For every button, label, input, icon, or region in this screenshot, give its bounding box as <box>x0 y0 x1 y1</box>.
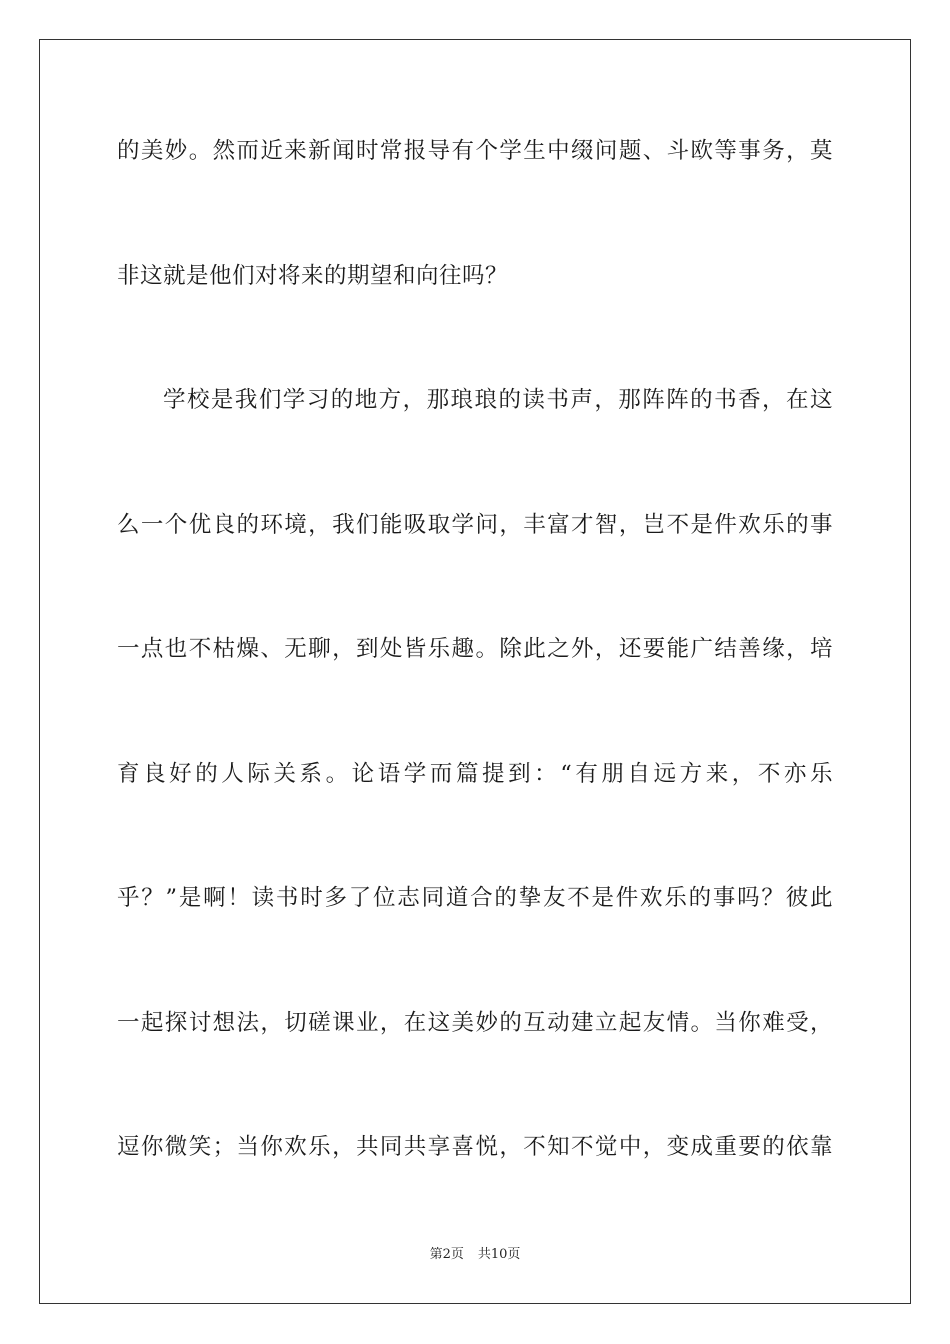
body-text-line: 的美妙。然而近来新闻时常报导有个学生中缀问题、斗欧等事务，莫 <box>117 138 833 164</box>
body-text-line: 一起探讨想法，切磋课业，在这美妙的互动建立起友情。当你难受， <box>117 1010 833 1036</box>
body-text-line: 逗你微笑；当你欢乐，共同共享喜悦，不知不觉中，变成重要的依靠 <box>117 1134 833 1160</box>
total-pages: 共10页 <box>477 1247 521 1262</box>
body-text-line: 一点也不枯燥、无聊，到处皆乐趣。除此之外，还要能广结善缘，培 <box>117 636 833 662</box>
paragraph-first-line: 学校是我们学习的地方，那琅琅的读书声，那阵阵的书香，在这 <box>163 387 833 413</box>
body-text-line: 育良好的人际关系。论语学而篇提到：“有朋自远方来，不亦乐 <box>117 761 833 787</box>
page-border <box>39 39 911 1304</box>
page-number: 第2页 <box>429 1247 464 1262</box>
body-text-line: 乎？”是啊！读书时多了位志同道合的挚友不是件欢乐的事吗？彼此 <box>117 885 833 911</box>
page-footer <box>0 1246 950 1264</box>
body-text-line: 么一个优良的环境，我们能吸取学问，丰富才智，岂不是件欢乐的事 <box>117 512 833 538</box>
body-text-line: 非这就是他们对将来的期望和向往吗？ <box>117 263 509 289</box>
